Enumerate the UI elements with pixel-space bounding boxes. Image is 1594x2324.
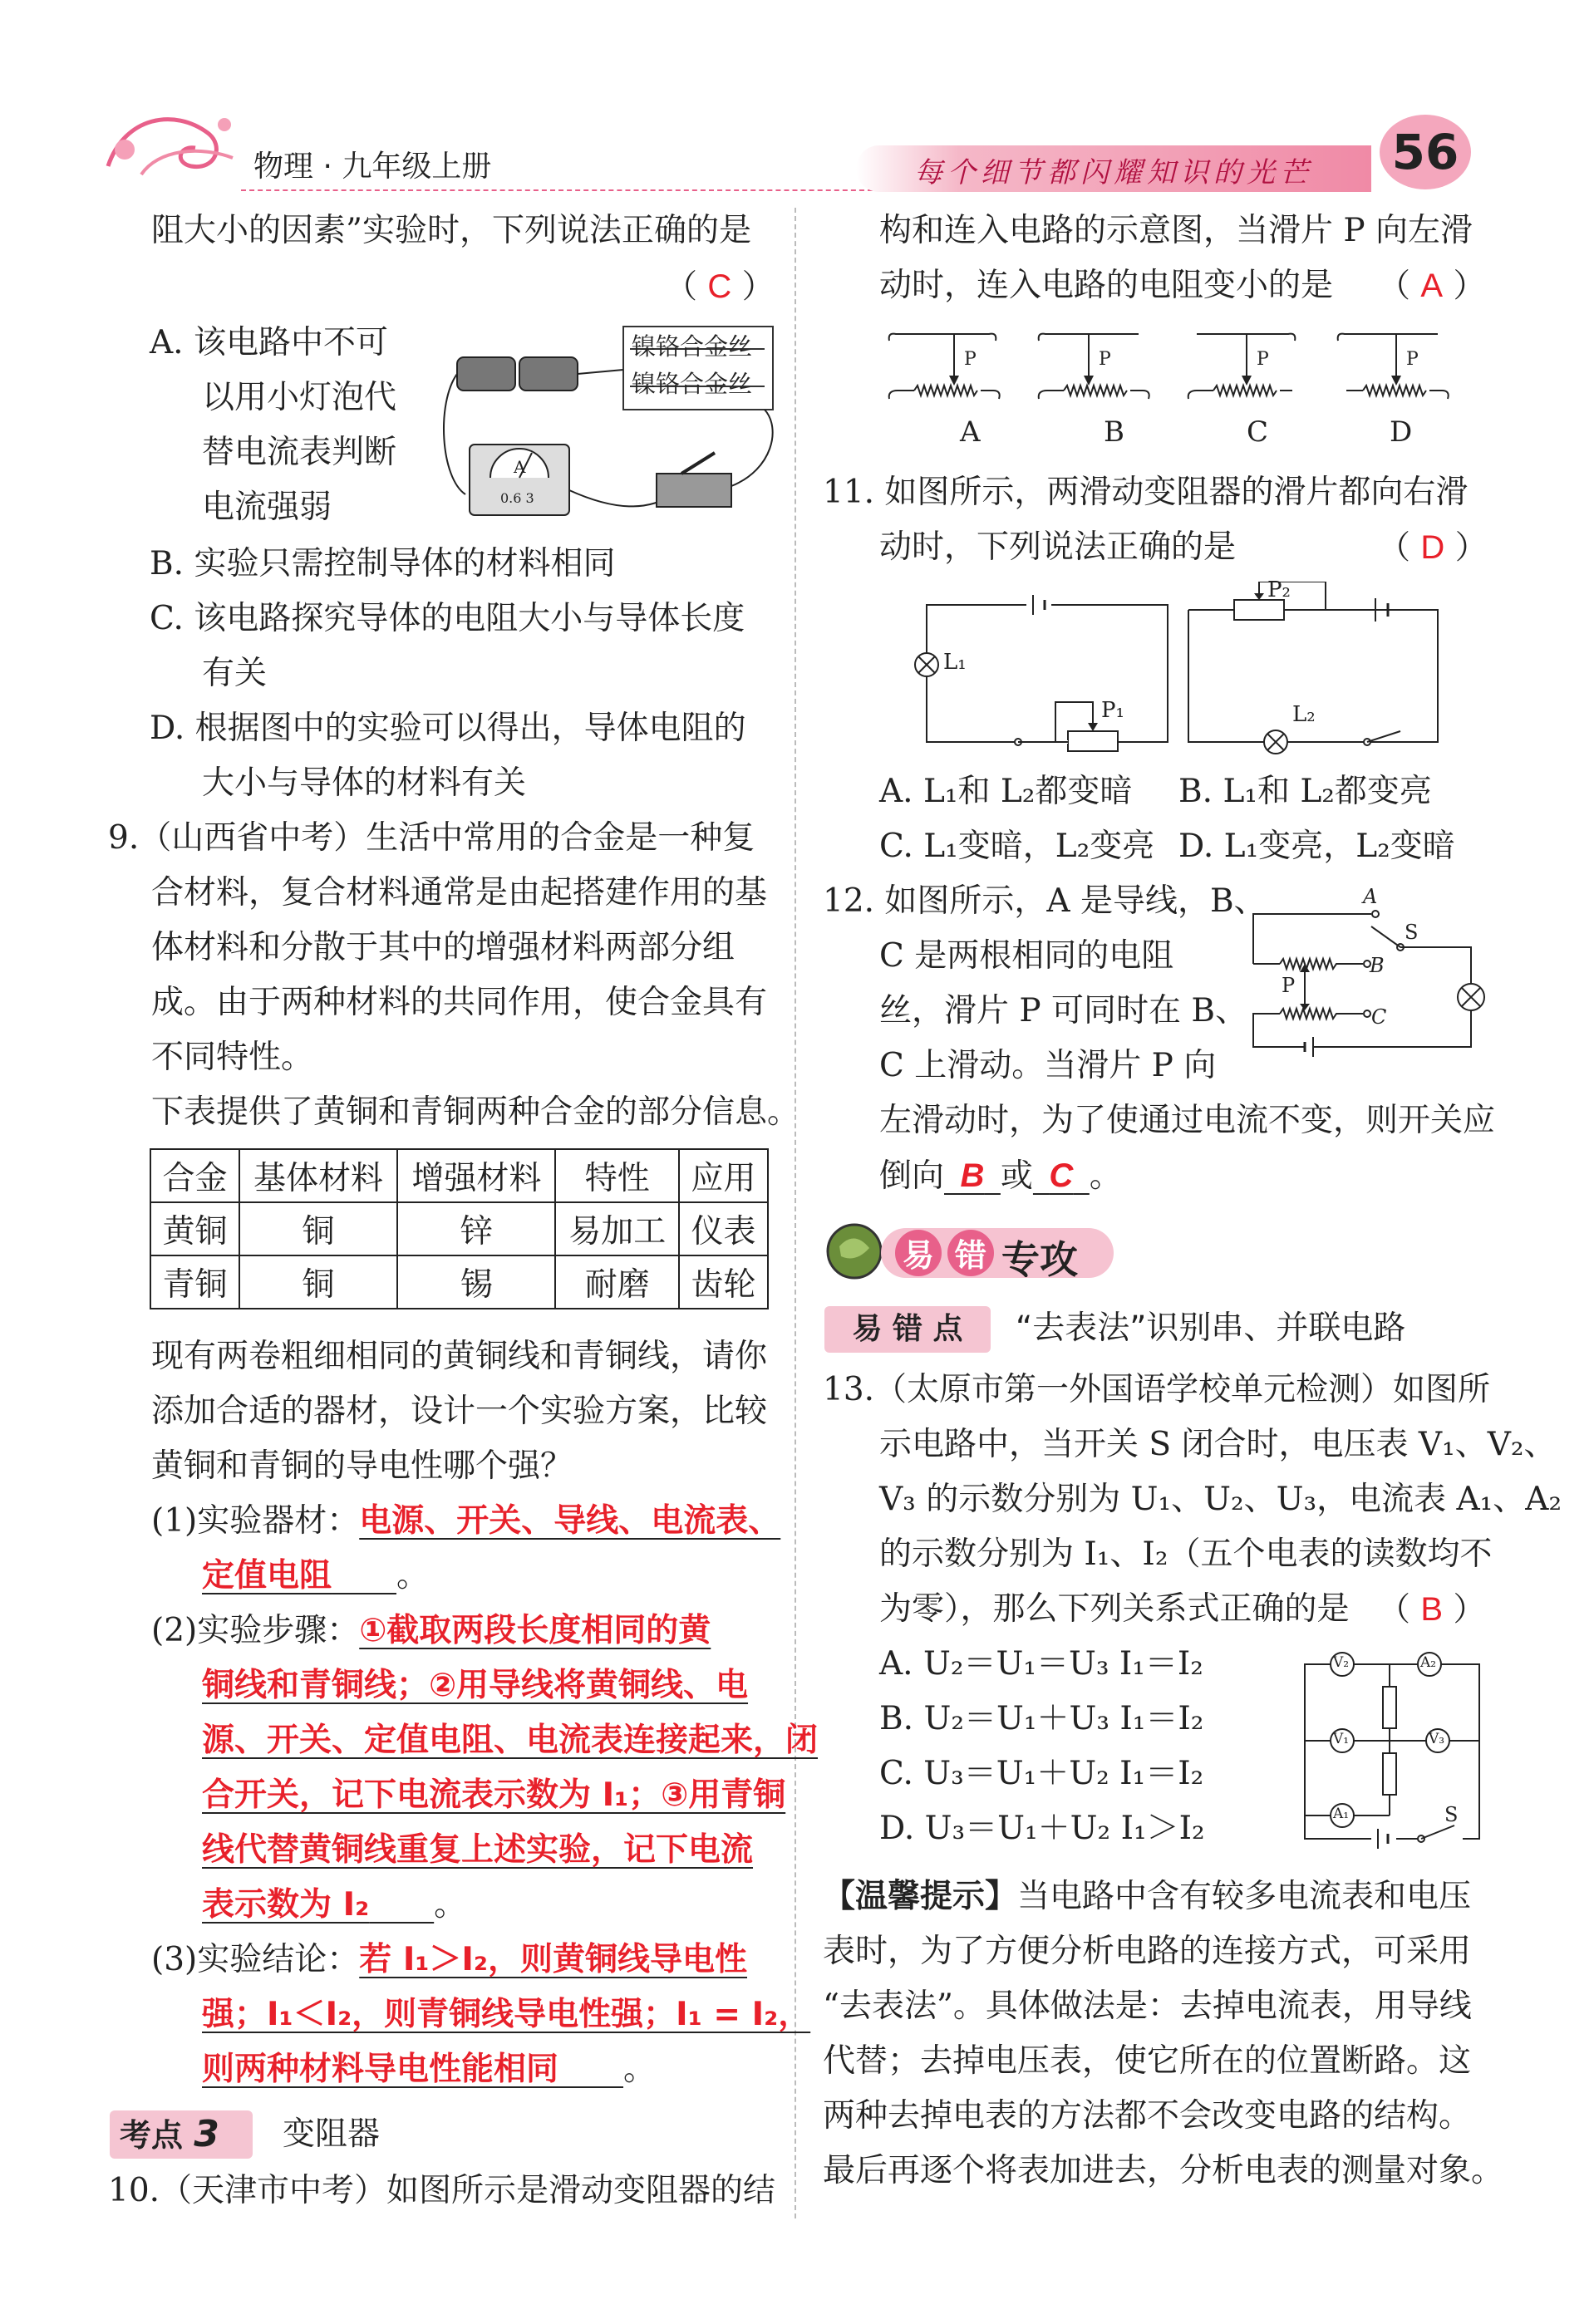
header-slogan: 每个细节都闪耀知识的光芒 — [914, 156, 1313, 189]
table-header-cell: 合金 — [150, 1149, 239, 1202]
q8-option-a-line2: 以用小灯泡代 — [202, 379, 397, 416]
q9-period: 。 — [434, 1886, 467, 1924]
q13-line-5: 为零），那么下列关系式正确的是 — [879, 1590, 1350, 1628]
q8-meter-letter: A — [514, 457, 526, 477]
tip-line-3: “去表法”。具体做法是：去掉电流表，用导线 — [823, 1987, 1472, 2025]
q13-circuit-figure — [1296, 1641, 1488, 1849]
q8-option-a-line3: 替电流表判断 — [202, 434, 397, 471]
q9-part3 — [151, 1933, 747, 1987]
q11-option-a: A. L₁和 L₂都变暗 — [879, 773, 1133, 810]
q13-line-3: V₃ 的示数分别为 U₁、U₂、U₃，电流表 A₁、A₂ — [879, 1481, 1562, 1518]
kaodian-label: 考点 — [120, 2117, 184, 2154]
tip-line-4: 代替；去掉电压表，使它所在的位置断路。这 — [823, 2042, 1472, 2080]
slider-label-d: P — [1406, 349, 1419, 370]
slider-label-a: P — [964, 349, 977, 370]
table-cell: 仪表 — [679, 1202, 768, 1255]
tip-title: 【温馨提示】 — [823, 1878, 1018, 1915]
q12-line-1: 12. 如图所示，A 是导线，B、 — [823, 882, 1267, 920]
q10-rheostat-figures — [881, 324, 1479, 457]
tip-line-1 — [823, 1870, 1471, 1924]
table-cell: 黄铜 — [150, 1202, 239, 1255]
q11-label-l2: L₂ — [1292, 702, 1316, 727]
q13-line-1: 13.（太原市第一外国语学校单元检测）如图所 — [823, 1371, 1491, 1408]
q13-label-s: S — [1444, 1803, 1459, 1826]
table-cell: 铜 — [239, 1202, 397, 1255]
q9-line-5: 不同特性。 — [151, 1039, 314, 1076]
page-number: 56 — [1380, 115, 1471, 189]
q9-line-1: 9.（山西省中考）生活中常用的合金是一种复 — [108, 819, 755, 857]
q8-option-d-line1: D. 根据图中的实验可以得出，导体电阻的 — [150, 710, 746, 747]
q9-part2-answer-4: 合开关，记下电流表示数为 I₁；③用青铜 — [202, 1776, 786, 1814]
q8-circuit-figure — [432, 320, 781, 536]
table-header-cell: 增强材料 — [397, 1149, 555, 1202]
q10-line-1: 构和连入电路的示意图，当滑片 P 向左滑 — [879, 212, 1473, 249]
q9-part3-label: (3)实验结论： — [151, 1941, 360, 1978]
q13-label-a2: A₂ — [1420, 1654, 1437, 1671]
q9-after-3: 黄铜和青铜的导电性哪个强？ — [151, 1447, 573, 1485]
table-header-cell: 基体材料 — [239, 1149, 397, 1202]
q8-meter-scale: 0.6 3 — [500, 490, 534, 506]
table-row — [150, 1255, 768, 1309]
q13-answer-bracket: （ B ） — [1378, 1591, 1486, 1629]
q9-part3-answer-3: 则两种材料导电性能相同 — [202, 2051, 559, 2088]
q8-answer-bracket: （ C ） — [665, 268, 775, 306]
table-cell: 青铜 — [150, 1255, 239, 1309]
q12-line-2: C 是两根相同的电阻 — [879, 937, 1174, 975]
yicuo-badge: 易 错 点 — [824, 1306, 991, 1353]
kaodian-number: 3 — [194, 2113, 219, 2155]
q8-option-a-line4: 电流强弱 — [202, 489, 332, 526]
q9-line-4: 成。由于两种材料的共同作用，使合金具有 — [151, 984, 768, 1021]
table-cell: 易加工 — [555, 1202, 679, 1255]
q10-answer-bracket: （ A ） — [1378, 268, 1486, 305]
q12-tail — [879, 1148, 1122, 1204]
q9-part2-answer-6: 表示数为 I₂ — [202, 1886, 370, 1924]
q9-period: 。 — [623, 2051, 657, 2088]
table-cell: 锡 — [397, 1255, 555, 1309]
q10-answer: A — [1420, 268, 1444, 304]
q9-part1-cont — [202, 1549, 429, 1604]
figure-label-c: C — [1247, 415, 1269, 449]
kaodian-title: 变阻器 — [283, 2115, 381, 2153]
section-title-char-3: 专攻 — [1001, 1237, 1078, 1282]
q9-part1 — [151, 1494, 780, 1549]
q8-option-d-line2: 大小与导体的材料有关 — [202, 764, 527, 802]
figure-label-d: D — [1390, 415, 1413, 449]
q11-circuit-figure — [902, 577, 1459, 756]
section-title-char-1: 易 — [903, 1237, 935, 1274]
rheostat-diagram — [889, 334, 1000, 399]
q9-part1-answer-1: 电源、开关、导线、电流表、 — [359, 1502, 781, 1540]
q9-part1-label: (1)实验器材： — [151, 1502, 360, 1540]
q13-option-c: C. U₃＝U₁＋U₂ I₁＝I₂ — [879, 1755, 1204, 1792]
q13-label-a1: A₁ — [1333, 1806, 1350, 1822]
q11-option-c: C. L₁变暗，L₂变亮 — [879, 828, 1155, 865]
q11-label-l1: L₁ — [943, 650, 967, 675]
q9-part2 — [151, 1604, 711, 1658]
q12-line-3: 丝，滑片 P 可同时在 B、 — [879, 992, 1248, 1029]
table-header-row — [150, 1149, 768, 1202]
q9-line-3: 体材料和分散于其中的增强材料两部分组 — [151, 929, 736, 966]
q13-line-4: 的示数分别为 I₁、I₂（五个电表的读数均不 — [879, 1535, 1493, 1573]
q11-option-d: D. L₁变亮，L₂变暗 — [1178, 828, 1455, 865]
slider-label-b: P — [1099, 349, 1111, 370]
tip-text-1: 当电路中含有较多电流表和电压 — [1017, 1878, 1472, 1915]
header-subject: 物理 · 九年级上册 — [253, 150, 492, 184]
q13-option-a: A. U₂＝U₁＝U₃ I₁＝I₂ — [879, 1645, 1203, 1683]
q8-option-a-line1: A. 该电路中不可 — [150, 324, 388, 361]
q12-answer-2: C — [1049, 1157, 1074, 1194]
q11-option-b: B. L₁和 L₂都变亮 — [1178, 773, 1432, 810]
q9-after-1: 现有两卷粗细相同的黄铜线和青铜线，请你 — [151, 1338, 768, 1375]
q12-or: 或 — [1000, 1157, 1033, 1195]
slider-label-c: P — [1257, 349, 1269, 370]
q9-part2-answer-2: 铜线和青铜线；②用导线将黄铜线、电 — [202, 1667, 749, 1704]
q13-label-v1: V₁ — [1333, 1731, 1350, 1747]
q12-label-p: P — [1282, 974, 1296, 997]
q12-line-4: C 上滑动。当滑片 P 向 — [879, 1047, 1217, 1084]
table-header-cell: 应用 — [679, 1149, 768, 1202]
q12-tail-prefix: 倒向 — [879, 1157, 945, 1195]
header-rule — [241, 189, 873, 191]
q8-answer: C — [707, 268, 732, 305]
q12-answer-1: B — [960, 1157, 985, 1194]
q11-label-p1: P₁ — [1101, 698, 1124, 723]
q9-part2-cont — [202, 1878, 466, 1933]
q12-label-b: B — [1370, 954, 1385, 977]
q12-period: 。 — [1089, 1157, 1122, 1195]
q12-label-a: A — [1363, 885, 1378, 908]
q13-label-v3: V₃ — [1429, 1731, 1445, 1747]
figure-label-b: B — [1104, 415, 1124, 449]
header-ornament — [91, 100, 258, 191]
q9-part1-answer-2: 定值电阻 — [202, 1557, 332, 1594]
table-row — [150, 1202, 768, 1255]
tip-line-6: 最后再逐个将表加进去，分析电表的测量对象。 — [823, 2152, 1504, 2189]
table-cell: 锌 — [397, 1202, 555, 1255]
table-cell: 耐磨 — [555, 1255, 679, 1309]
q13-line-2: 示电路中，当开关 S 闭合时，电压表 V₁、V₂、 — [879, 1426, 1557, 1463]
q8-wire-label-2: 镍铬合金丝 — [632, 370, 753, 398]
table-cell: 铜 — [239, 1255, 397, 1309]
q9-part3-answer-2: 强；I₁＜I₂，则青铜线导电性强；I₁ = I₂， — [202, 1996, 811, 2033]
q12-circuit-figure — [1247, 881, 1496, 1072]
q8-option-c-line1: C. 该电路探究导体的电阻大小与导体长度 — [150, 600, 745, 637]
q9-part2-label: (2)实验步骤： — [151, 1612, 360, 1649]
q9-part2-answer-3: 源、开关、定值电阻、电流表连接起来，闭 — [202, 1722, 819, 1759]
q11-answer: D — [1420, 529, 1445, 566]
column-divider — [795, 208, 796, 2218]
q12-label-s: S — [1405, 921, 1419, 944]
q11-label-p2: P₂ — [1267, 577, 1291, 602]
tip-line-2: 表时，为了方便分析电路的连接方式，可采用 — [823, 1933, 1472, 1970]
section-banner — [823, 1213, 1122, 1288]
q12-line-5: 左滑动时，为了使通过电流不变，则开关应 — [879, 1102, 1496, 1139]
q10-start: 10.（天津市中考）如图所示是滑动变阻器的结 — [108, 2172, 776, 2209]
q9-line-6: 下表提供了黄铜和青铜两种合金的部分信息。 — [151, 1093, 800, 1131]
q8-option-c-line2: 有关 — [202, 655, 268, 692]
q13-option-b: B. U₂＝U₁＋U₃ I₁＝I₂ — [879, 1700, 1204, 1737]
q13-option-d: D. U₃＝U₁＋U₂ I₁＞I₂ — [879, 1810, 1205, 1847]
q9-part3-answer-1: 若 I₁＞I₂，则黄铜线导电性 — [359, 1941, 748, 1978]
q8-tail: 阻大小的因素”实验时，下列说法正确的是 — [151, 212, 751, 249]
alloy-table — [150, 1148, 769, 1309]
q8-wire-label-1: 镍铬合金丝 — [632, 332, 753, 361]
figure-label-a: A — [960, 415, 981, 449]
q11-answer-bracket: （ D ） — [1378, 529, 1488, 567]
q9-line-2: 合材料，复合材料通常是由起搭建作用的基 — [151, 874, 768, 911]
q9-part3-cont — [202, 2042, 656, 2097]
q9-after-2: 添加合适的器材，设计一个实验方案，比较 — [151, 1393, 768, 1430]
tip-line-5: 两种去掉电表的方法都不会改变电路的结构。 — [823, 2097, 1472, 2135]
q13-label-v2: V₂ — [1333, 1654, 1350, 1671]
q13-answer: B — [1420, 1591, 1444, 1628]
q8-option-b: B. 实验只需控制导体的材料相同 — [150, 545, 616, 582]
q9-part2-answer-5: 线代替黄铜线重复上述实验，记下电流 — [202, 1831, 754, 1869]
q11-line-2: 动时，下列说法正确的是 — [879, 528, 1237, 566]
q11-line-1: 11. 如图所示，两滑动变阻器的滑片都向右滑 — [823, 474, 1469, 511]
q9-period: 。 — [396, 1557, 430, 1594]
q9-part2-answer-1: ①截取两段长度相同的黄 — [359, 1612, 711, 1649]
q12-label-c: C — [1371, 1005, 1387, 1029]
table-header-cell: 特性 — [555, 1149, 679, 1202]
q10-line-2: 动时，连入电路的电阻变小的是 — [879, 267, 1334, 304]
kaodian-badge — [110, 2110, 253, 2159]
table-cell: 齿轮 — [679, 1255, 768, 1309]
section-title-char-2: 错 — [955, 1237, 987, 1274]
yicuo-title: “去表法”识别串、并联电路 — [1016, 1309, 1406, 1347]
